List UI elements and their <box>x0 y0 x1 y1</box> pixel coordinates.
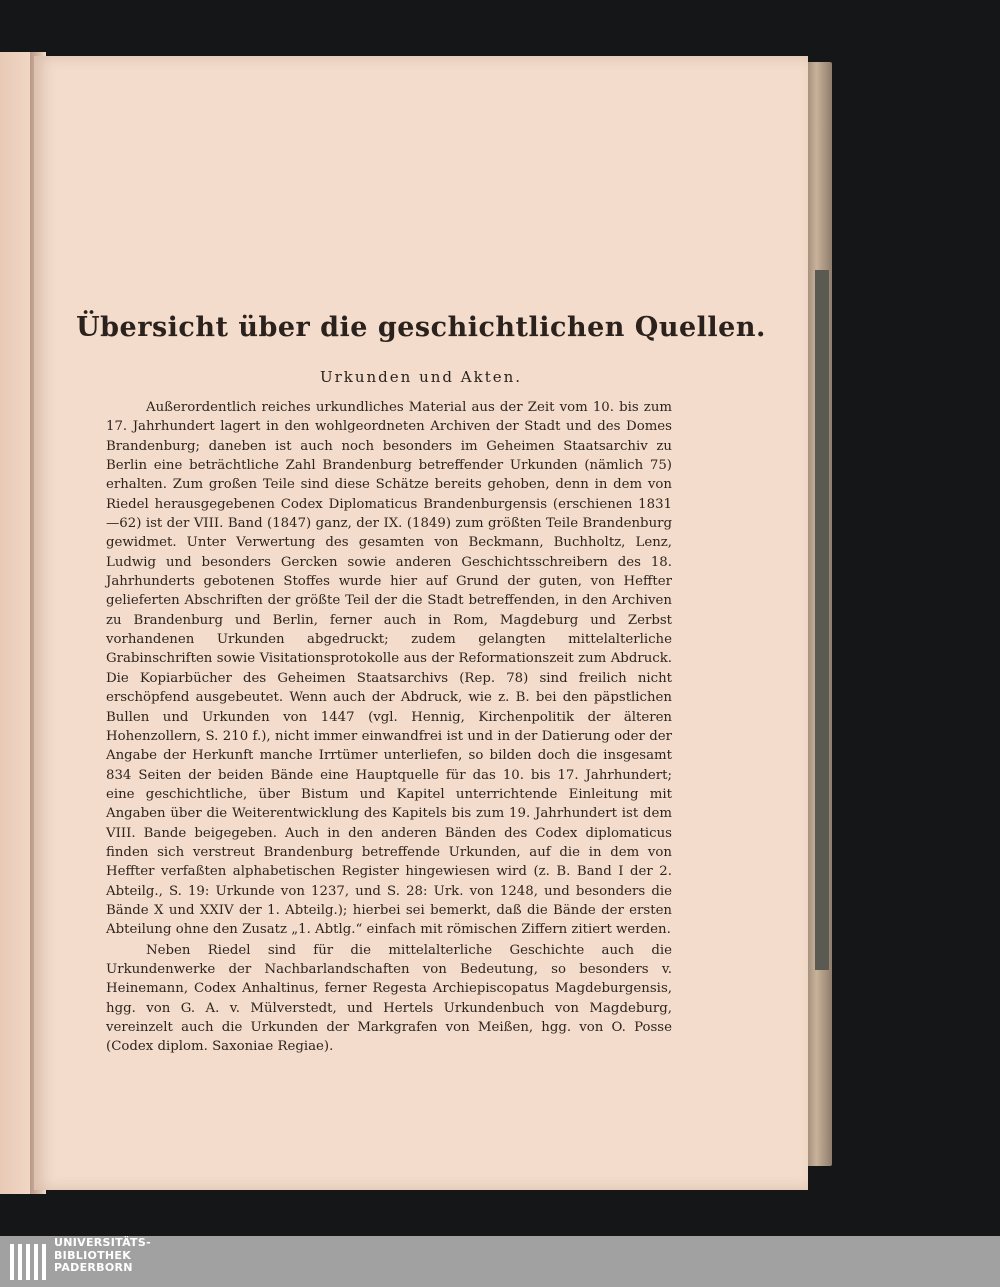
book-spine-cloth <box>815 270 829 970</box>
logo-line: PADERBORN <box>54 1261 133 1274</box>
paragraph: Neben Riedel sind für die mittelalterliche Geschichte auch die Urkundenwerke der Nachbarlandschaften von Bedeutung, so besonders v. Heinemann, Codex Anhaltinus, ferner Regesta Archiepiscopatus Magdeburgensis, hgg. von G. A. v. Mülverstedt, und Hertels Urkundenbuch von Magdeburg, vereinzelt auch die Urkunden der Markgrafen von Meißen, hgg. von O. Posse (Codex diplom. Saxoniae Regiae). <box>106 942 672 1055</box>
page-title: Übersicht über die geschichtlichen Quellen. <box>76 312 766 343</box>
body-text <box>106 398 672 1057</box>
paragraph: Außerordentlich reiches urkundliches Material aus der Zeit vom 10. bis zum 17. Jahrhundert lagert in den wohlgeordneten Archiven der Stadt und des Domes Brandenburg; daneben ist auch noch besonders im Geheimen Staatsarchiv zu Berlin eine beträchtliche Zahl Brandenburg betreffender Urkunden (nämlich 75) erhalten. Zum großen Teile sind diese Schätze bereits gehoben, denn in dem von Riedel herausgegebenen Codex Diplomaticus Brandenburgensis (erschienen 1831—62) ist der VIII. Band (1847) ganz, der IX. (1849) zum größten Teile Brandenburg gewidmet. Unter Verwertung des gesamten von Beckmann, Buchholtz, Lenz, Ludwig und besonders Gercken sowie anderen Geschichtsschreibern des 18. Jahrhunderts gebotenen Stoffes wurde hier auf Grund der guten, von Heffter gelieferten Abschriften der größte Teil der die Stadt betreffenden, in den Archiven zu Brandenburg und Berlin, ferner auch in Rom, Magdeburg und Zerbst vorhandenen Urkunden abgedruckt; zudem gelangten mittelalterliche Grabinschriften sowie Visitationsprotokolle aus der Reformationszeit zum Abdruck. Die Kopiarbücher des Geheimen Staatsarchivs (Rep. 78) sind freilich nicht erschöpfend ausgebeutet. Wenn auch der Abdruck, wie z. B. bei den päpstlichen Bullen und Urkunden von 1447 (vgl. Hennig, Kirchenpolitik der älteren Hohenzollern, S. 210 f.), nicht immer einwandfrei ist und in der Datierung oder der Angabe der Herkunft manche Irrtümer unterliefen, so bilden doch die insgesamt 834 Seiten der beiden Bände eine Hauptquelle für das 10. bis 17. Jahrhundert; eine geschichtliche, über Bistum und Kapitel unterrichtende Einleitung mit Angaben über die Weiterentwicklung des Kapitels bis zum 19. Jahrhundert ist dem VIII. Bande beigegeben. Auch in den anderen Bänden des Codex diplomaticus finden sich verstreut Brandenburg betreffende Urkunden, auf die in dem von Heffter verfaßten alphabetischen Register hingewiesen wird (z. B. Band I der 2. Abteilg., S. 19: Urkunde von 1237, und S. 28: Urk. von 1248, und besonders die Bände X und XXIV der 1. Abteilg.); hierbei sei bemerkt, daß die Bände der ersten Abteilung ohne den Zusatz „1. Abtlg.“ einfach mit römischen Ziffern zitiert werden. <box>106 400 672 938</box>
library-logo-text <box>54 1237 151 1275</box>
section-subtitle: Urkunden und Akten. <box>319 368 523 386</box>
logo-line: UNIVERSITÄTS- <box>54 1236 151 1249</box>
logo-line: BIBLIOTHEK <box>54 1248 132 1262</box>
library-logo-icon <box>8 1240 48 1284</box>
